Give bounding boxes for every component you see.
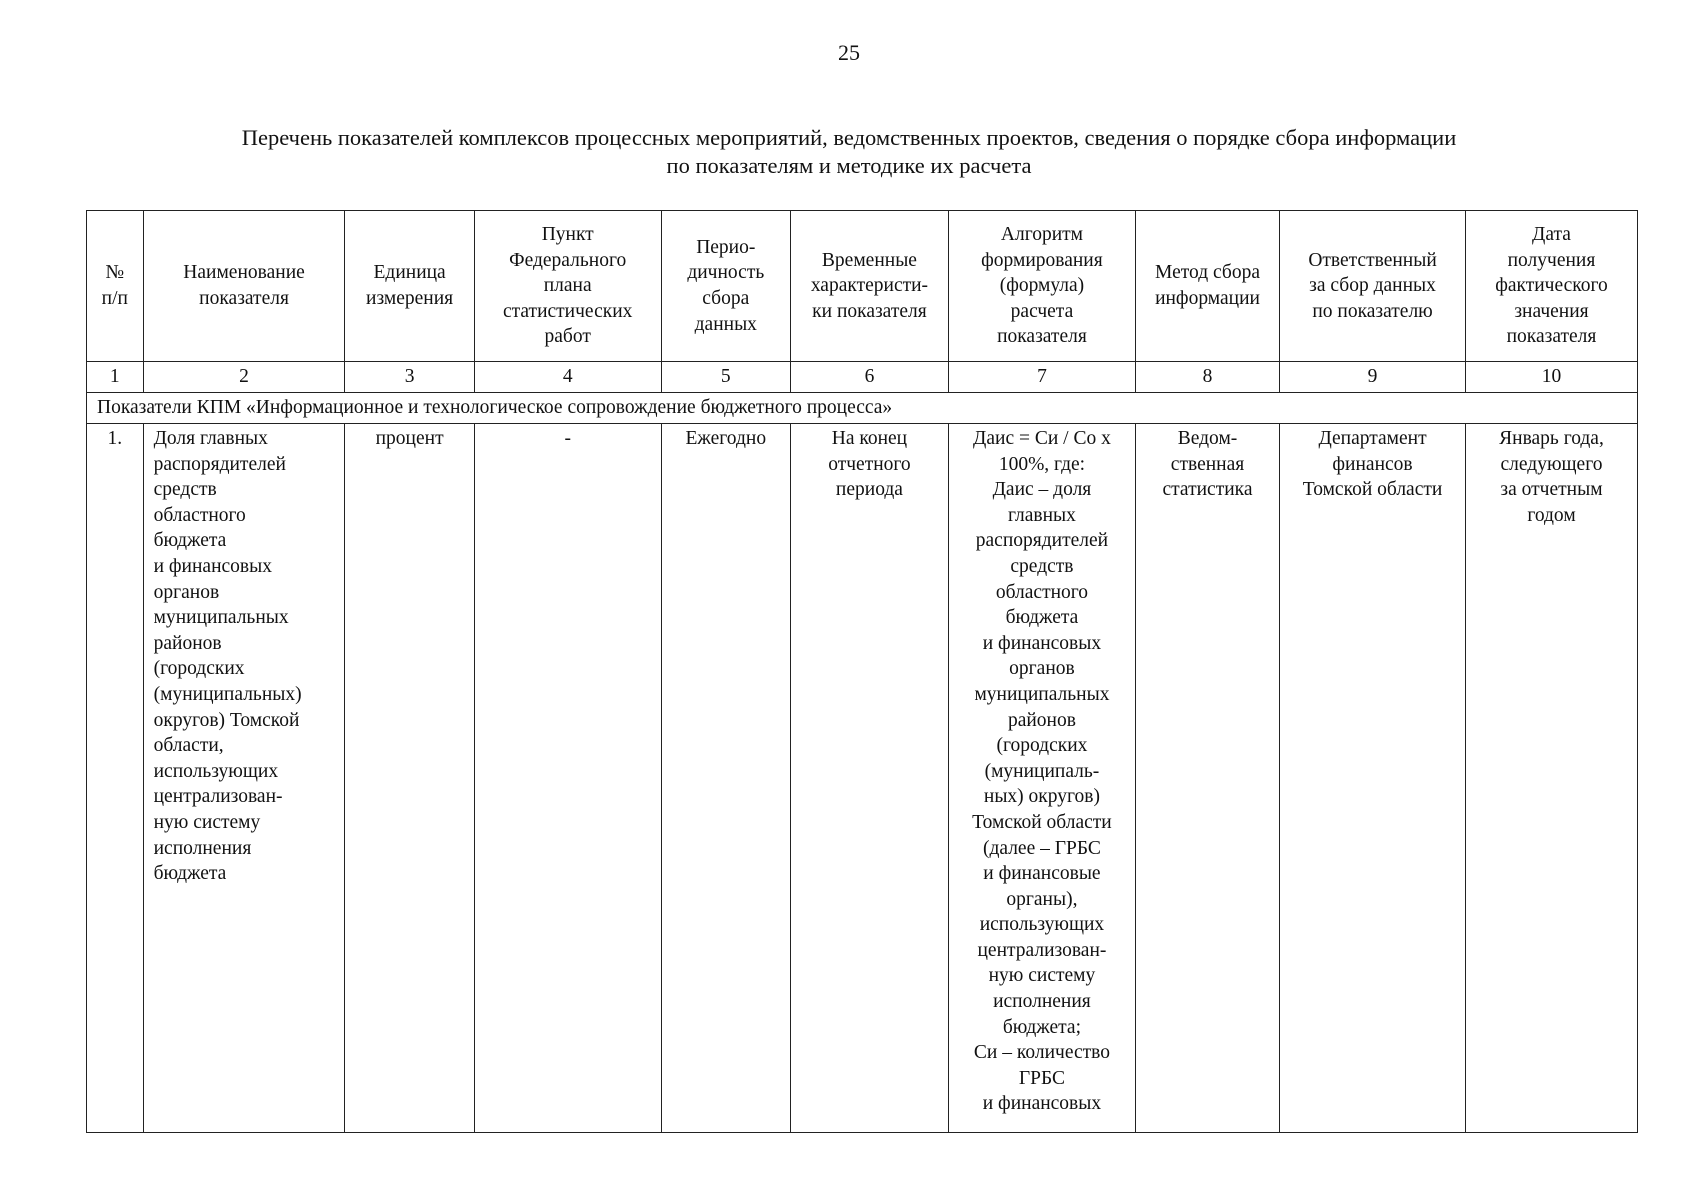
- section-title: Показатели КПМ «Информационное и технологическое сопровождение бюджетного процесса»: [87, 393, 1638, 424]
- column-number: 3: [345, 362, 474, 393]
- algorithm: Даис = Си / Со х 100%, где: Даис – доля главных распорядителей средств областного бюджета и финансовых органов муниципальных районов (городских (муниципаль- ных) округов) Томской области (далее – ГРБС и финансовые органы), использующих централизован- ную систему исполнения бюджета; Си – количество ГРБС и финансовых: [948, 424, 1135, 1133]
- header-fpsr-item: Пункт Федерального плана статистических работ: [474, 211, 661, 362]
- title-line-2: по показателям и методике их расчета: [666, 153, 1032, 178]
- column-number: 2: [143, 362, 345, 393]
- header-periodicity: Перио- дичность сбора данных: [661, 211, 790, 362]
- column-number: 4: [474, 362, 661, 393]
- header-responsible: Ответственный за сбор данных по показателю: [1280, 211, 1466, 362]
- table-row: [87, 424, 1638, 1133]
- column-number: 6: [790, 362, 948, 393]
- header-algorithm: Алгоритм формирования (формула) расчета показателя: [948, 211, 1135, 362]
- header-unit: Единица измерения: [345, 211, 474, 362]
- time-characteristics: На конец отчетного периода: [790, 424, 948, 1133]
- unit: процент: [345, 424, 474, 1133]
- column-number: 9: [1280, 362, 1466, 393]
- date-received: Январь года, следующего за отчетным годом: [1465, 424, 1637, 1133]
- periodicity: Ежегодно: [661, 424, 790, 1133]
- column-numbers-row: [87, 362, 1638, 393]
- title-line-1: Перечень показателей комплексов процессных мероприятий, ведомственных проектов, сведения о порядке сбора информации: [241, 125, 1457, 150]
- header-date-received: Дата получения фактического значения показателя: [1465, 211, 1637, 362]
- document-title: [60, 124, 1638, 180]
- column-number: 1: [87, 362, 144, 393]
- column-number: 10: [1465, 362, 1637, 393]
- row-number: 1.: [87, 424, 144, 1133]
- column-number: 5: [661, 362, 790, 393]
- indicators-table: [86, 210, 1638, 1133]
- header-number: № п/п: [87, 211, 144, 362]
- responsible: Департамент финансов Томской области: [1280, 424, 1466, 1133]
- header-collection-method: Метод сбора информации: [1135, 211, 1279, 362]
- header-row: [87, 211, 1638, 362]
- header-indicator-name: Наименование показателя: [143, 211, 345, 362]
- column-number: 8: [1135, 362, 1279, 393]
- column-number: 7: [948, 362, 1135, 393]
- fpsr-item: -: [474, 424, 661, 1133]
- collection-method: Ведом- ственная статистика: [1135, 424, 1279, 1133]
- page-number: 25: [838, 40, 860, 65]
- header-time-characteristics: Временные характеристи- ки показателя: [790, 211, 948, 362]
- indicator-name: Доля главных распорядителей средств областного бюджета и финансовых органов муниципальных районов (городских (муниципальных) округов) Томской области, использующих централизован- ную систему исполнения бюджета: [143, 424, 345, 1133]
- section-row: [87, 393, 1638, 424]
